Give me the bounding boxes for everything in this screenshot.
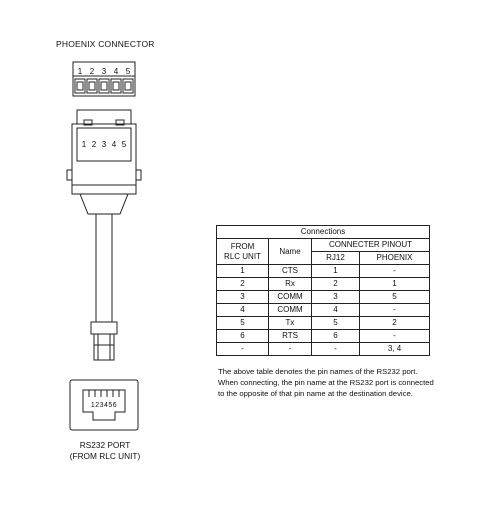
phoenix-connector-title: PHOENIX CONNECTOR: [56, 39, 155, 49]
cell-name: -: [269, 343, 312, 356]
rs232-pin-numbers: 123456: [90, 402, 118, 409]
header-rj12: RJ12: [312, 252, 360, 265]
table-row: [217, 291, 430, 304]
plug-pin-label: 3: [101, 140, 107, 149]
plug-pin-label: 5: [121, 140, 127, 149]
table-caption: Connections: [217, 226, 430, 239]
table-row: [217, 304, 430, 317]
rs232-port-label-line: (FROM RLC UNIT): [69, 451, 141, 461]
cell-phoenix: 3, 4: [360, 343, 430, 356]
rs232-port-label: [52, 440, 158, 462]
phoenix-pin-label: 3: [101, 67, 107, 76]
note-line: to the opposite of that pin name at the destination device.: [218, 389, 413, 398]
rs232-port-contacts: [89, 390, 119, 397]
cell-rj12: 2: [312, 278, 360, 291]
plug-housing: [72, 124, 136, 194]
header-from-line: FROM: [230, 241, 255, 251]
cell-rj12: 4: [312, 304, 360, 317]
rs232-port-label-line: RS232 PORT: [79, 440, 131, 450]
cell-from: 1: [217, 265, 269, 278]
header-from-line: RLC UNIT: [224, 251, 261, 261]
cell-rj12: -: [312, 343, 360, 356]
plug-pin-label: 2: [91, 140, 97, 149]
note-line: When connecting, the pin name at the RS232 port is connected: [218, 378, 434, 387]
cell-phoenix: -: [360, 265, 430, 278]
table-row: [217, 317, 430, 330]
cell-name: COMM: [269, 304, 312, 317]
cell-name: COMM: [269, 291, 312, 304]
table-row: [217, 343, 430, 356]
phoenix-pin-label: 4: [113, 67, 119, 76]
cell-phoenix: 1: [360, 278, 430, 291]
cell-from: -: [217, 343, 269, 356]
cell-rj12: 5: [312, 317, 360, 330]
cell-rj12: 1: [312, 265, 360, 278]
cell-from: 3: [217, 291, 269, 304]
cell-phoenix: -: [360, 304, 430, 317]
cell-name: RTS: [269, 330, 312, 343]
plug-pin-label: 4: [111, 140, 117, 149]
header-name: Name: [269, 239, 312, 265]
cell-from: 2: [217, 278, 269, 291]
cell-rj12: 3: [312, 291, 360, 304]
plug-top-outline: [77, 110, 131, 124]
table-row: [217, 265, 430, 278]
plug-pin-label: 1: [81, 140, 87, 149]
cell-from: 6: [217, 330, 269, 343]
cell-from: 4: [217, 304, 269, 317]
cell-phoenix: 5: [360, 291, 430, 304]
strain-relief: [80, 194, 128, 214]
phoenix-pin-label: 2: [89, 67, 95, 76]
header-from-rlc-unit: [217, 239, 269, 265]
cell-name: Tx: [269, 317, 312, 330]
cell-phoenix: -: [360, 330, 430, 343]
note-line: The above table denotes the pin names of the RS232 port.: [218, 367, 418, 376]
rj12-plug-body: [94, 334, 114, 360]
cell-rj12: 6: [312, 330, 360, 343]
header-connecter-pinout: CONNECTER PINOUT: [312, 239, 430, 252]
cell-from: 5: [217, 317, 269, 330]
phoenix-pin-label: 5: [125, 67, 131, 76]
table-note: [218, 366, 488, 399]
cell-name: Rx: [269, 278, 312, 291]
header-phoenix: PHOENIX: [360, 252, 430, 265]
connections-table: [216, 225, 430, 356]
phoenix-pin-label: 1: [77, 67, 83, 76]
cell-name: CTS: [269, 265, 312, 278]
cell-phoenix: 2: [360, 317, 430, 330]
table-row: [217, 330, 430, 343]
table-row: [217, 278, 430, 291]
